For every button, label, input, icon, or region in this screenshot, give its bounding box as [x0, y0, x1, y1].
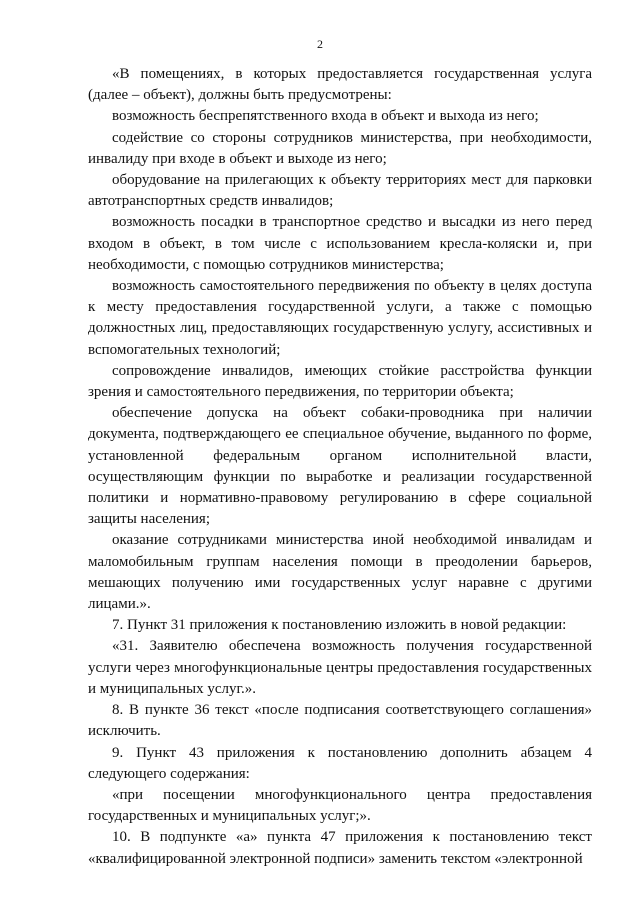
- paragraph-item-8: 8. В пункте 36 текст «после подписания соответствующего соглашения» исключить.: [88, 702, 592, 740]
- paragraph-item-31: «31. Заявителю обеспечена возможность получения государственной услуги через многофункциональные центры предоставления государственных и муниципальных услуг.».: [88, 638, 592, 697]
- document-body: [88, 64, 592, 870]
- paragraph-staff-assistance: содействие со стороны сотрудников министерства, при необходимости, инвалиду при входе в объект и выходе из него;: [88, 129, 592, 167]
- paragraph-guide-dog: обеспечение допуска на объект собаки-проводника при наличии документа, подтверждающего ее специальное обучение, выданного по форме, установленной федеральным органом исполнительной власти, осуществляющим функции по выработке и реализации государственной политики и нормативно-правовому регулированию в сфере социальной защиты населения;: [88, 405, 592, 528]
- paragraph-vehicle-boarding: возможность посадки в транспортное средство и высадки из него перед входом в объект, в том числе с использованием кресла-коляски и, при необходимости, с помощью сотрудников министерства;: [88, 214, 592, 273]
- paragraph-item-9: 9. Пункт 43 приложения к постановлению дополнить абзацем 4 следующего содержания:: [88, 744, 592, 782]
- paragraph-parking: оборудование на прилегающих к объекту территориях мест для парковки автотранспортных средств инвалидов;: [88, 172, 592, 210]
- paragraph-item-10: 10. В подпункте «а» пункта 47 приложения к постановлению текст «квалифицированной электронной подписи» заменить текстом «электронной: [88, 829, 592, 867]
- paragraph-item-7: 7. Пункт 31 приложения к постановлению изложить в новой редакции:: [112, 617, 567, 634]
- page-number: 2: [317, 37, 323, 51]
- paragraph-intro: «В помещениях, в которых предоставляется государственная услуга (далее – объект), должны быть предусмотрены:: [88, 66, 592, 104]
- paragraph-entrance-exit: возможность беспрепятственного входа в объект и выхода из него;: [112, 108, 539, 125]
- paragraph-independent-movement: возможность самостоятельного передвижения по объекту в целях доступа к месту предоставления государственной услуги, а также с помощью должностных лиц, предоставляющих государственную услугу, ассистивных и вспомогательных технологий;: [88, 278, 592, 358]
- paragraph-mfc-visit: «при посещении многофункционального центра предоставления государственных и муниципальных услуг;».: [88, 786, 592, 825]
- paragraph-other-assistance: оказание сотрудниками министерства иной необходимой инвалидам и маломобильным группам населения помощи в преодолении барьеров, мешающих получению ими государственных услуг наравне с другими лицами.».: [88, 532, 592, 613]
- paragraph-escort: сопровождение инвалидов, имеющих стойкие расстройства функции зрения и самостоятельного передвижения, по территории объекта;: [88, 362, 592, 401]
